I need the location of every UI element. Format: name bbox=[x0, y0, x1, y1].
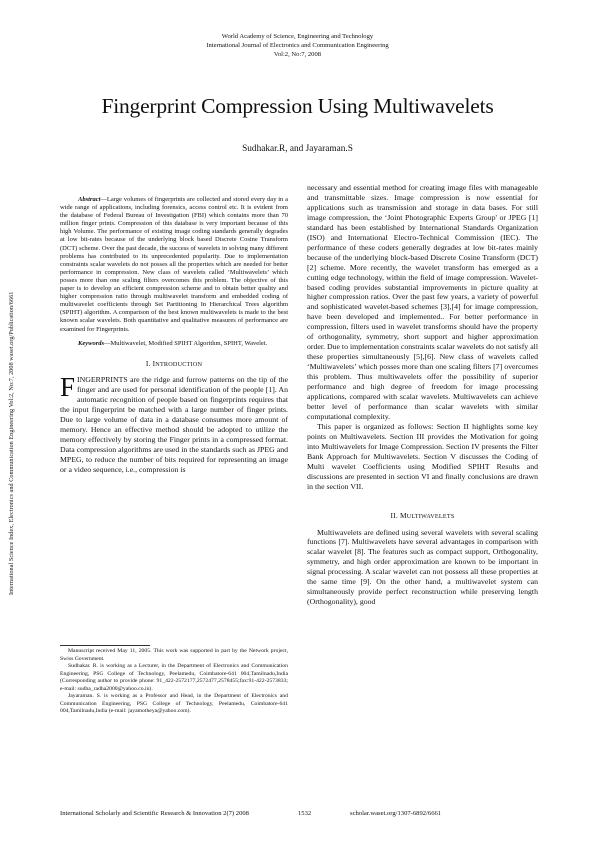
paragraph-organization: This paper is organized as follows: Section II highlights some key points on Multiwavelets. Section III provides the Motivation for going into Multiwavelets for Image Compression. Section IV presents the Filter Bank Approach for Multiwavelets. Section V discusses the Coding of Multi wavelet Coefficients using Modified SPIHT Results and discussions are presented in section VI and finally conclusions are drawn in the section VII. bbox=[307, 421, 538, 491]
footnote-rule bbox=[60, 645, 150, 646]
intro-text: are the ridge and furrow patterns on the tip of the finger and are used for personal identification of the people [1]. An automatic recognition of people based on fingerprints requires that the input fingerprint be matched with a large number of finger prints. Due to large volume of data in a database consumes more amount of memory. Hence an effective method should be adopted to utilize the memory effectively by storing the Finger prints in a compressed format. Data compression algorithms are used in the standards such as JPEG and MPEG, to reduce the number of bits required for representing an image or a video sequence, i.e., compression is bbox=[60, 374, 288, 474]
keywords-label: Keywords bbox=[78, 339, 104, 347]
footnotes bbox=[60, 648, 288, 716]
section-title-rest: NTRODUCTION bbox=[155, 360, 203, 368]
right-column bbox=[307, 183, 538, 607]
section-heading-multiwavelets bbox=[307, 511, 538, 522]
footnote-manuscript: Manuscript received May 11, 2005. This work was supported in part by the Network project, Swiss Government. bbox=[60, 648, 288, 662]
abstract-label: Abstract bbox=[78, 196, 101, 203]
journal-header-volume: Vol:2, No:7, 2008 bbox=[273, 51, 322, 58]
keywords bbox=[60, 340, 288, 348]
introduction-paragraph bbox=[60, 371, 288, 475]
intro-caps: INGERPRINTS bbox=[77, 374, 128, 384]
keywords-text: —Multiwavelet, Modified SPIHT Algorithm, SPIHT, Wavelet. bbox=[104, 339, 268, 347]
section-heading-introduction bbox=[60, 359, 288, 369]
journal-header-line1: World Academy of Science, Engineering and Technology bbox=[221, 33, 374, 40]
abstract bbox=[60, 196, 288, 334]
side-index-text: International Science Index, Electronics and Communication Engineering Vol:2, No:7, 2008 waset.org/Publication/6661 bbox=[8, 291, 15, 595]
paragraph-multiwavelets: Multiwavelets are defined using several wavelets with several scaling functions [7]. Multiwavelets have several advantages in comparison with scalar wavelet [8]. The features such as compact support, Orthogonality, symmetry, and high order approximation are known to be important in signal processing. A scalar wavelet can not possess all these properties at the same time [9]. On the other hand, a multiwavelet system can simultaneously provide perfect reconstruction while preserving length (Orthogonality), good bbox=[307, 527, 538, 607]
footnote-author2: Jayaraman. S. is working as a Professor and Head, in the Department of Electronics and Communication Engineering, PSG College of Technology, Peelamedu, Coimbatore-641 004,Tamilnadu,India (e-mail: jayamotheya@yahoo.com). bbox=[60, 693, 288, 714]
footnote-author1: Sudhakar. R. is working as a Lecturer, in the Department of Electronics and Communication Engineering, PSG College of Technology, Peelamedu, Coimbatore-641 004,Tamilnadu,India (Corresponding author to provide phone: 91_422-2572177,2572477,2578455;fax:91-422-2573833; e-mail: sudha_radha2000@yahoo.co.in). bbox=[60, 663, 288, 692]
footer-page-number: 1532 bbox=[298, 810, 312, 817]
section-number: II. bbox=[390, 510, 398, 520]
footer-publisher: International Scholarly and Scientific Research & Innovation 2(7) 2008 bbox=[60, 810, 249, 817]
paragraph-continued: necessary and essential method for creating image files with manageable and transmittable sizes. Image compression is now essential for applications such as transmission and storage in data bases. For still image compression, the ‘Joint Photographic Experts Group' or JPEG [1] standard has been established by International Standards Organization (ISO) and International Electro-Technical Commission (IEC). The performance of these coders generally degrades at low bit-rates mainly because of the underlying block-based Discrete Cosine Transform (DCT) [2] scheme. More recently, the wavelet transform has emerged as a cutting edge technology, within the field of image compression. Wavelet-based coding provides substantial improvements in picture quality at higher compression ratios. Over the past few years, a variety of powerful and sophisticated wavelet-based schemes [3],[4] for image compression, have been developed and implemented.. For better performance in compression, filters used in wavelet transforms should have the property of orthogonality, symmetry, short support and higher approximation order. Due to implementation constraints scalar wavelets do not satisfy all these properties simultaneously [5],[6]. New class of wavelets called ‘Multiwavelets’ which posses more than one scaling filters [7] overcomes this problem. Thus multiwavelets offer the possibility of superior performance and high degree of freedom for image processing applications, compared with scalar wavelets. Multiwavelets can achieve better level of performance than scalar wavelets with similar computational complexity. bbox=[307, 183, 538, 421]
drop-cap: F bbox=[60, 371, 76, 402]
footer-url[interactable]: scholar.waset.org/1307-6892/6661 bbox=[350, 810, 442, 817]
left-column bbox=[60, 196, 288, 475]
paper-authors: Sudhakar.R, and Jayaraman.S bbox=[242, 144, 353, 154]
abstract-text: —Large volumes of fingerprints are collected and stored every day in a wide range of applications, including forensics, access control etc. It is evident from the database of Federal Bureau of Investigation (FBI) which contains more than 70 million finger prints. Compression of this database is very important because of this high Volume. The performance of existing image coding standards generally degrades at low bit-rates because of the underlying block based Discrete Cosine Transform (DCT) scheme. Over the past decade, the success of wavelets in solving many different problems has contributed to its unprecedented popularity. Due to implementation constraints scalar wavelets do not posses all the properties which are needed for better performance in compression. New class of wavelets called ‘Multiwavelets’ which posses more than one scaling filters overcomes this problem. The objective of this paper is to develop an efficient compression scheme and to obtain better quality and higher compression ratio through multiwavelet transform and embedded coding of multiwavelet coefficients through Set Partitioning In Hierarchical Trees algorithm (SPIHT) algorithm. A comparison of the best known multiwavelets is made to the best known scalar wavelets. Both quantitative and qualitative measures of performance are examined for Fingerprints. bbox=[60, 196, 288, 333]
section-number: I. bbox=[145, 358, 151, 368]
section-initial: M bbox=[399, 510, 407, 520]
section-title-rest: ULTIWAVELETS bbox=[406, 512, 455, 520]
journal-header-line2: International Journal of Electronics and Communication Engineering bbox=[206, 42, 389, 49]
section-initial: I bbox=[152, 358, 156, 368]
paper-title: Fingerprint Compression Using Multiwavelets bbox=[101, 94, 494, 118]
